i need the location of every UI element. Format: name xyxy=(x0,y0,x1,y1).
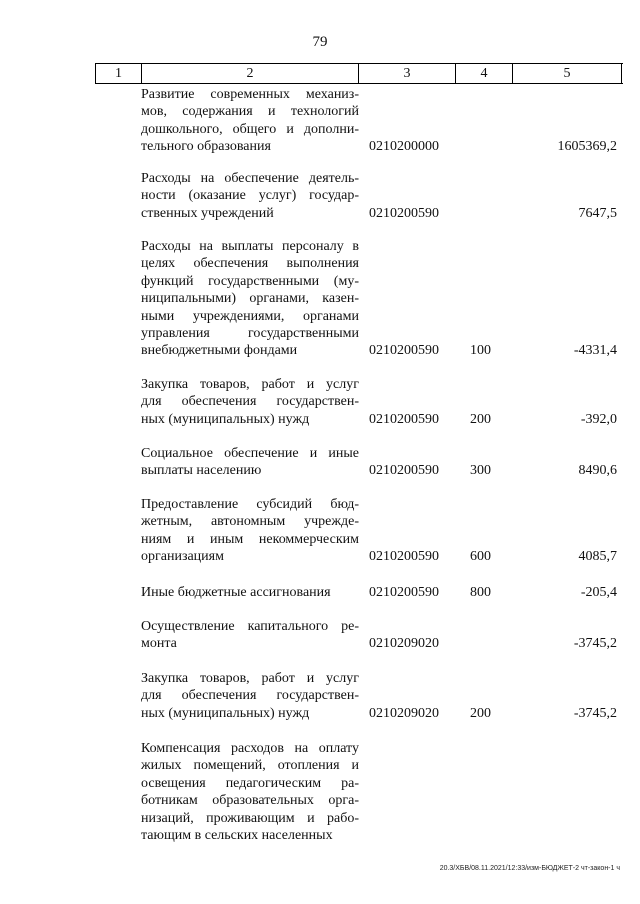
row-expense-type: 100 xyxy=(470,343,491,359)
description-line: ными учреждениями, органами xyxy=(141,308,359,324)
header-col-5: 5 xyxy=(513,64,622,83)
description-line: освещения педагогическим ра- xyxy=(141,775,359,791)
row-amount: 7647,5 xyxy=(578,205,617,221)
description-line: мов, содержания и технологий xyxy=(141,104,359,120)
row-code: 0210200590 xyxy=(369,205,439,221)
description-line: Компенсация расходов на оплату xyxy=(141,741,359,756)
description-line: Иные бюджетные ассигнования xyxy=(141,585,331,600)
row-amount: -392,0 xyxy=(580,411,617,427)
description-line: ных (муниципальных) нужд xyxy=(141,705,310,721)
row-description xyxy=(141,86,359,156)
header-col-2: 2 xyxy=(142,64,359,83)
row-description xyxy=(141,170,359,222)
page-number: 79 xyxy=(312,34,328,50)
row-description xyxy=(141,496,359,566)
description-line: функций государственными (му- xyxy=(141,273,359,289)
description-line: Социальное обеспечение и иные xyxy=(141,446,359,461)
description-line: дошкольного, общего и дополни- xyxy=(141,121,359,137)
document-footer: 20.3/ХБВ/08.11.2021/12:33/изм-БЮДЖЕТ-2 чт-закон-1 ч xyxy=(439,865,620,872)
row-description xyxy=(141,445,359,480)
description-line: выплаты населению xyxy=(141,463,262,479)
row-code: 0210209020 xyxy=(369,636,439,652)
description-line: низаций, проживающим и рабо- xyxy=(141,810,359,826)
table-header xyxy=(95,63,623,84)
row-amount: 4085,7 xyxy=(578,549,617,565)
row-code: 0210200590 xyxy=(369,343,439,359)
row-expense-type: 300 xyxy=(470,463,491,479)
description-line: ниципальными) органами, казен- xyxy=(141,291,359,307)
row-amount: 8490,6 xyxy=(578,463,617,479)
description-line: Развитие современных механиз- xyxy=(141,87,359,102)
description-line: управления государственными xyxy=(141,326,359,342)
description-line: ности (оказание услуг) государ- xyxy=(141,188,359,204)
row-amount: -205,4 xyxy=(580,585,617,600)
header-col-1: 1 xyxy=(96,64,142,83)
row-description xyxy=(141,238,359,360)
row-description xyxy=(141,670,359,722)
description-line: Предоставление субсидий бюд- xyxy=(141,497,359,512)
description-line: жилых помещений, отопления и xyxy=(141,758,359,774)
description-line: организациям xyxy=(141,549,224,565)
row-expense-type: 200 xyxy=(470,411,491,427)
description-line: Закупка товаров, работ и услуг xyxy=(141,671,359,686)
header-col-4: 4 xyxy=(456,64,513,83)
description-line: жетным, автономным учрежде- xyxy=(141,514,359,530)
description-line: Закупка товаров, работ и услуг xyxy=(141,377,359,392)
row-expense-type: 600 xyxy=(470,549,491,565)
description-line: Осуществление капитального ре- xyxy=(141,619,359,634)
description-line: для обеспечения государствен- xyxy=(141,688,359,704)
description-line: тающим в сельских населенных xyxy=(141,828,333,844)
description-line: целях обеспечения выполнения xyxy=(141,256,359,272)
description-line: Расходы на обеспечение деятель- xyxy=(141,171,359,186)
description-line: ниям и иным некоммерческим xyxy=(141,531,359,547)
row-code: 0210209020 xyxy=(369,705,439,721)
row-amount: -4331,4 xyxy=(573,343,617,359)
row-description xyxy=(141,376,359,428)
row-description xyxy=(141,584,359,601)
description-line: тельного образования xyxy=(141,139,271,155)
description-line: ботникам образовательных орга- xyxy=(141,793,359,809)
row-amount: -3745,2 xyxy=(573,705,617,721)
row-code: 0210200000 xyxy=(369,139,439,155)
row-expense-type: 200 xyxy=(470,705,491,721)
description-line: монта xyxy=(141,636,177,652)
row-description xyxy=(141,618,359,653)
description-line: ственных учреждений xyxy=(141,205,274,221)
row-amount: -3745,2 xyxy=(573,636,617,652)
description-line: Расходы на выплаты персоналу в xyxy=(141,239,359,254)
row-code: 0210200590 xyxy=(369,463,439,479)
row-code: 0210200590 xyxy=(369,549,439,565)
header-col-3: 3 xyxy=(359,64,456,83)
row-amount: 1605369,2 xyxy=(557,139,617,155)
row-code: 0210200590 xyxy=(369,411,439,427)
row-description xyxy=(141,740,359,844)
description-line: для обеспечения государствен- xyxy=(141,394,359,410)
description-line: ных (муниципальных) нужд xyxy=(141,411,310,427)
row-code: 0210200590 xyxy=(369,585,439,600)
row-expense-type: 800 xyxy=(470,585,491,600)
description-line: внебюджетными фондами xyxy=(141,343,298,359)
